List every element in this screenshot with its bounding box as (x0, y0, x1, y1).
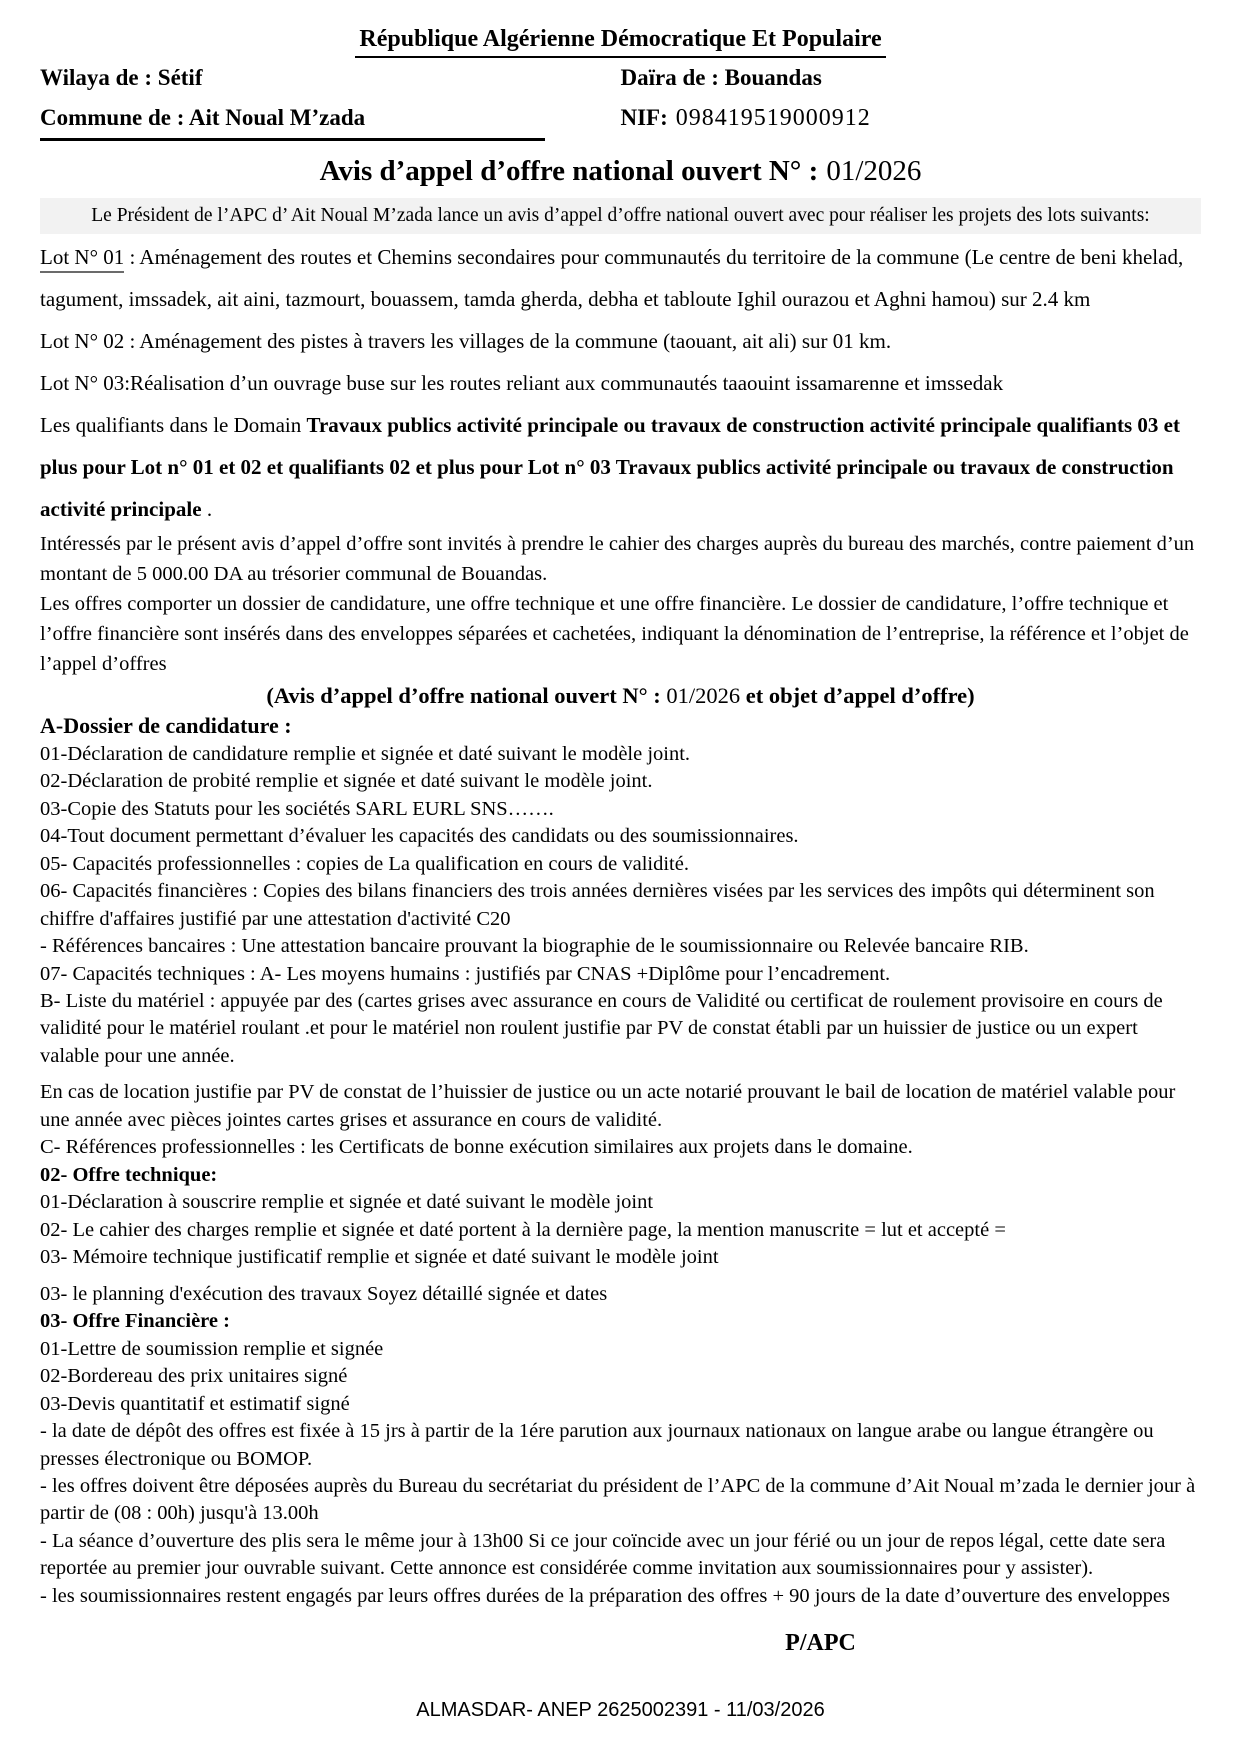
text-run: 01-Déclaration à souscrire remplie et signée et daté suivant le modèle joint (40, 1191, 654, 1214)
text-run: 02- Offre technique: (40, 1163, 218, 1186)
document-body (40, 236, 1201, 1610)
commune-cell (40, 105, 621, 141)
text-run: A-Dossier de candidature : (40, 713, 292, 739)
text-run: 06- Capacités financières : Copies des bilans financiers des trois années dernières visées par les services des impôts qui déterminent son chiffre d'affaires justifié par une attestation d'activité C20 (40, 880, 1155, 930)
text-run: - la date de dépôt des offres est fixée à 15 jrs à partir de la 1ére parution aux journaux nationaux on langue arabe ou langue étrangère ou presses électronique ou BOMOP. (40, 1420, 1154, 1470)
doc-paragraph (40, 1244, 1201, 1271)
commune-label: Commune de : Ait Noual M’zada (40, 105, 545, 141)
doc-paragraph (40, 988, 1201, 1070)
wilaya-label: Wilaya de : Sétif (40, 65, 203, 90)
doc-paragraph (40, 1363, 1201, 1390)
doc-paragraph (40, 1162, 1201, 1189)
doc-paragraph (40, 711, 1201, 741)
nif-label: NIF: (620, 105, 668, 130)
doc-paragraph (40, 933, 1201, 960)
republic-title-row (40, 26, 1201, 53)
doc-paragraph (40, 530, 1201, 590)
doc-paragraph (40, 680, 1201, 712)
text-run: - les offres doivent être déposées auprès du Bureau du secrétariat du président de l’APC de la commune d’Ait Noual m’zada le dernier jour à partir de (08 : 00h) jusqu'à 13.00h (40, 1474, 1196, 1525)
doc-paragraph (40, 1391, 1201, 1418)
doc-paragraph (40, 796, 1201, 823)
nif-value: 098419519000912 (675, 105, 871, 131)
doc-paragraph (40, 1189, 1201, 1216)
doc-paragraph (40, 1583, 1201, 1610)
text-run: 03-Copie des Statuts pour les sociétés SARL EURL SNS……. (40, 797, 554, 820)
text-run: Les offres comporter un dossier de candidature, une offre technique et une offre financière. Le dossier de candidature, l’offre technique et l’offre financière sont insérés dans des enveloppes séparées et cachetées, indiquant la dénomination de l’entreprise, la référence et l’objet de l’appel d’offres (40, 592, 1189, 675)
text-run: B- Liste du matériel : appuyée par des (cartes grises avec assurance en cours de Validité ou certificat de roulement provisoire en cours de validité pour le matériel roulant .et pour le matériel non roulent justifie par PV de constat établi par un huissier de justice ou un expert valable pour une année. (40, 990, 1163, 1067)
text-run: - La séance d’ouverture des plis sera le même jour à 13h00 Si ce jour coïncide avec un jour férié ou un jour de repos légal, cette date sera reportée au premier jour ouvrable suivant. Cette annonce est considérée comme invitation aux soumissionnaires pour y assister). (40, 1529, 1166, 1580)
text-run: 03- Offre Financière : (40, 1310, 230, 1333)
intro-banner: Le Président de l’APC d’ Ait Noual M’zada lance un avis d’appel d’offre national ouvert avec pour réaliser les projets des lots suivants: (40, 198, 1201, 234)
text-run: - Références bancaires : Une attestation bancaire prouvant la biographie de le soumissionnaire ou Relevée bancaire RIB. (40, 935, 1029, 958)
text-run: . (201, 497, 213, 521)
text-run: 02-Déclaration de probité remplie et signée et daté suivant le modèle joint. (40, 770, 653, 793)
text-run: Les qualifiants dans le Domain (40, 413, 307, 437)
text-run: et objet d’appel d’offre) (740, 682, 975, 708)
text-run: 01-Déclaration de candidature remplie et signée et daté suivant le modèle joint. (40, 742, 691, 765)
text-run: Lot N° 03:Réalisation d’un ouvrage buse sur les routes reliant aux communautés taaouint issamarenne et imssedak (40, 371, 1004, 395)
text-run: 07- Capacités techniques : A- Les moyens humains : justifiés par CNAS +Diplôme pour l’encadrement. (40, 962, 891, 985)
text-run: 03- Mémoire technique justificatif remplie et signée et daté suivant le modèle joint (40, 1246, 719, 1269)
doc-paragraph (40, 1528, 1201, 1583)
notice-title-number: 01/2026 (826, 155, 922, 187)
text-run: 04-Tout document permettant d’évaluer les capacités des candidats ou des soumissionnaires. (40, 825, 799, 848)
notice-title (40, 155, 1201, 188)
doc-paragraph (40, 1308, 1201, 1335)
doc-paragraph (40, 1134, 1201, 1161)
text-run: 05- Capacités professionnelles : copies de La qualification en cours de validité. (40, 852, 689, 875)
text-run: - les soumissionnaires restent engagés par leurs offres durées de la préparation des offres + 90 jours de la date d’ouverture des enveloppes (40, 1584, 1170, 1607)
text-run: Lot N° 02 : Aménagement des pistes à travers les villages de la commune (taouant, ait ali) sur 01 km. (40, 329, 892, 353)
notice-title-text: Avis d’appel d’offre national ouvert N° : (319, 155, 819, 187)
doc-paragraph (40, 1336, 1201, 1363)
text-run: 03- le planning d'exécution des travaux Soyez détaillé signée et dates (40, 1282, 608, 1305)
text-run: Intéressés par le présent avis d’appel d’offre sont invités à prendre le cahier des charges auprès du bureau des marchés, contre paiement d’un montant de 5 000.00 DA au trésorier communal de Bouandas. (40, 533, 1195, 585)
doc-paragraph (40, 823, 1201, 850)
doc-paragraph (40, 590, 1201, 680)
text-run: Travaux publics activité principale ou travaux de construction activité principale qualifiants 03 et plus pour Lot n° 01 et 02 et qualifiants 02 et plus pour Lot n° 03 Travaux publics activité principale ou travaux de construction activité principale (40, 413, 1180, 521)
text-run: 02- Le cahier des charges remplie et signée et daté portent à la dernière page, la mention manuscrite = lut et accepté = (40, 1218, 1006, 1241)
doc-paragraph (40, 1281, 1201, 1308)
doc-paragraph (40, 1217, 1201, 1244)
nif-field (621, 105, 1202, 132)
header-row-commune-nif (40, 105, 1201, 141)
republic-title: République Algérienne Démocratique Et Populaire (355, 26, 885, 58)
text-run: C- Références professionnelles : les Certificats de bonne exécution similaires aux projets dans le domaine. (40, 1136, 913, 1159)
text-run: 01/2026 (666, 682, 741, 708)
lot-label: Lot N° 01 (40, 245, 124, 273)
text-run: (Avis d’appel d’offre national ouvert N° : (266, 682, 667, 708)
text-run: En cas de location justifie par PV de constat de l’huissier de justice ou un acte notarié prouvant le bail de location de matériel valable pour une année avec pièces jointes cartes grises et assurance en cours de validité. (40, 1081, 1176, 1131)
doc-paragraph (40, 768, 1201, 795)
doc-paragraph (40, 878, 1201, 933)
doc-paragraph (40, 741, 1201, 768)
header-row-wilaya-daira (40, 65, 1201, 91)
doc-paragraph (40, 961, 1201, 988)
doc-paragraph (40, 320, 1201, 362)
footer-anep: ALMASDAR- ANEP 2625002391 - 11/03/2026 (416, 1699, 825, 1722)
text-run: 03-Devis quantitatif et estimatif signé (40, 1392, 350, 1415)
doc-paragraph (40, 362, 1201, 404)
text-run: 02-Bordereau des prix unitaires signé (40, 1365, 348, 1388)
doc-paragraph (40, 236, 1201, 320)
text-run: 01-Lettre de soumission remplie et signée (40, 1337, 384, 1360)
text-run: : Aménagement des routes et Chemins secondaires pour communautés du territoire de la commune (Le centre de beni khelad, tagument, imssadek, ait aini, tazmourt, bouassem, tamda gherda, debha et tabloute Ighil ourazou et Aghni hamou) sur 2.4 km (40, 245, 1184, 311)
doc-paragraph (40, 851, 1201, 878)
doc-paragraph (40, 1079, 1201, 1134)
doc-paragraph (40, 404, 1201, 530)
signature: P/APC (785, 1630, 856, 1657)
daira-label: Daïra de : Bouandas (620, 65, 822, 90)
doc-paragraph (40, 1418, 1201, 1473)
doc-paragraph (40, 1473, 1201, 1528)
